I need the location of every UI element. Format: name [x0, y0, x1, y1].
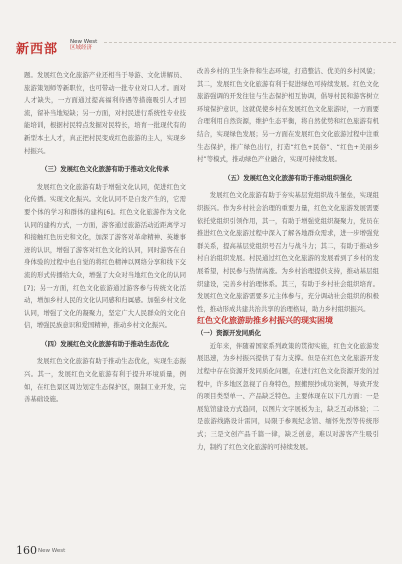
heading-ecological-optimization: （四）发展红色文化旅游有助于推动生态优化 — [41, 339, 169, 348]
magazine-logo: 新西部 — [16, 42, 59, 57]
logo-en-line2: 区域经济 — [70, 45, 93, 51]
magazine-logo-english — [70, 39, 97, 51]
paragraph: 改善乡村的卫生条件和生态环境，打造整洁、优美的乡村风貌；其二，发展红色文化旅游有利于促进绿色可持续发展。红色文化旅游强调的开发往往与生态保护相互协调，倡导村民和游客树立环境保护意识，这就促使乡村在发展红色文化旅游时，一方面要合理利用自然资源，维护生态平衡，将自然优势和红色旅游有机结合，实现绿色发展；另一方面在发展红色文化旅游过程中注重生态保护，推广绿色出行，打造“红色+民俗”、“红色+美丽乡村”等模式，推动绿色产业融合，实现可持续发展。 — [197, 67, 379, 164]
heading-organization-strengthening: （五）发展红色文化旅游有助于推动组织强化 — [224, 173, 352, 182]
subsection-title: （一）资源开发同质化 — [197, 329, 261, 338]
paragraph: 题。发展红色文化旅游产业还相当于导游、文化讲解员、旅游策划师等新职位，也可带动一批专业对口人才。面对人才缺失，一方面通过提高福利待遇等措施吸引人才回流，留补当地短缺；另一方面，对村民进行系统性专业技能培训，根据村民特点发掘对民特长，培育一批现代有的新型本土人才，真正把村民变成红色旅游的主人，实现乡村振兴。 — [24, 71, 186, 155]
paragraph: 近年来，伴随着国家系列政策的贯彻实施，红色文化旅游发展迅速，为乡村振兴提供了有力支撑。但是在红色文化旅游开发过程中存在资源开发同质化问题，在进行红色文化资源开发的过程中，许多地区忽视了自身特色，照搬照抄成功案例，导致开发的项目类型单一、产品缺乏特色。主要体现在以下几方面：一是展览馆建设方式趋同，以图片文字展板为主，缺乏互动体验；二是旅游线路设计雷同，局限于参观纪念馆、缅怀先烈等传统形式；三是文创产品千篇一律，缺乏创意，难以对游客产生吸引力，制约了红色文化旅游的可持续发展。 — [197, 341, 379, 451]
paragraph: 发展红色文化旅游有助于推动生态优化，实现生态振兴。其一，发展红色文化旅游有利于提升环境质量，例如，在红色景区周边划定生态保护区，限制工业开发，完善基础设施。 — [24, 357, 186, 404]
left-column — [24, 69, 186, 406]
paragraph: 发展红色文化旅游有助于夯实基层党组织战斗堡垒，实现组织振兴。作为乡村社会治理的重要力量，红色文化旅游发展需要依托党组织引领作用，其一，有助于增强党组织凝聚力，党员在推进红色文化旅游过程中深入了解各地群众需求，进一步增强党群关系，提高基层党组织号召力与战斗力；其二，有助于推动乡村自治组织发展。村民通过红色文化旅游的发展看到了乡村的发展希望，村民参与热情高涨。为乡村治理提供支持，推动基层组织建设，完善乡村治理体系。其三，有助于乡村社会组织培育。发展红色文化旅游需要多元主体参与，充分调动社会组织的积极性，推动形成共建共治共享的治理格局，助力乡村组织振兴。 — [197, 191, 379, 313]
footer-publication: New West — [38, 548, 66, 554]
heading-cultural-inheritance: （三）发展红色文化旅游有助于推动文化传承 — [41, 165, 169, 174]
logo-en-line1: New West — [70, 39, 98, 45]
page-footer — [0, 540, 402, 564]
header-divider — [104, 42, 396, 43]
right-column — [197, 65, 379, 453]
section-title: 红色文化旅游助推乡村振兴的现实困境 — [197, 316, 333, 326]
page-header — [0, 0, 402, 57]
paragraph: 发展红色文化旅游有助于增强文化认同，促进红色文化传播。实现文化振兴。文化认同不是自发产生的，它需要个体的学习和群体的建构[6]。红色文化旅游作为文化认同的建构方式，一方面，游客通过旅游活动近距离学习和接触红色历史和文化，加深了游客对革命精神、英雄事迹的认识，增强了游客对红色文化的认同，同时游客在自身体验的过程中也自觉的将红色精神以网络分享和线下交流的形式传播给大众，增强了大众对当地红色文化的认同[7]；另一方面，红色文化旅游通过游客参与传统文化活动，增加乡村人民的文化认同感和归属感。加强乡村文化认同，增强了文化的凝聚力，坚定广大人民群众的文化自信，增强民族意识和爱国精神，推动乡村文化振兴。 — [24, 182, 186, 330]
page-number: 160 — [16, 544, 37, 557]
